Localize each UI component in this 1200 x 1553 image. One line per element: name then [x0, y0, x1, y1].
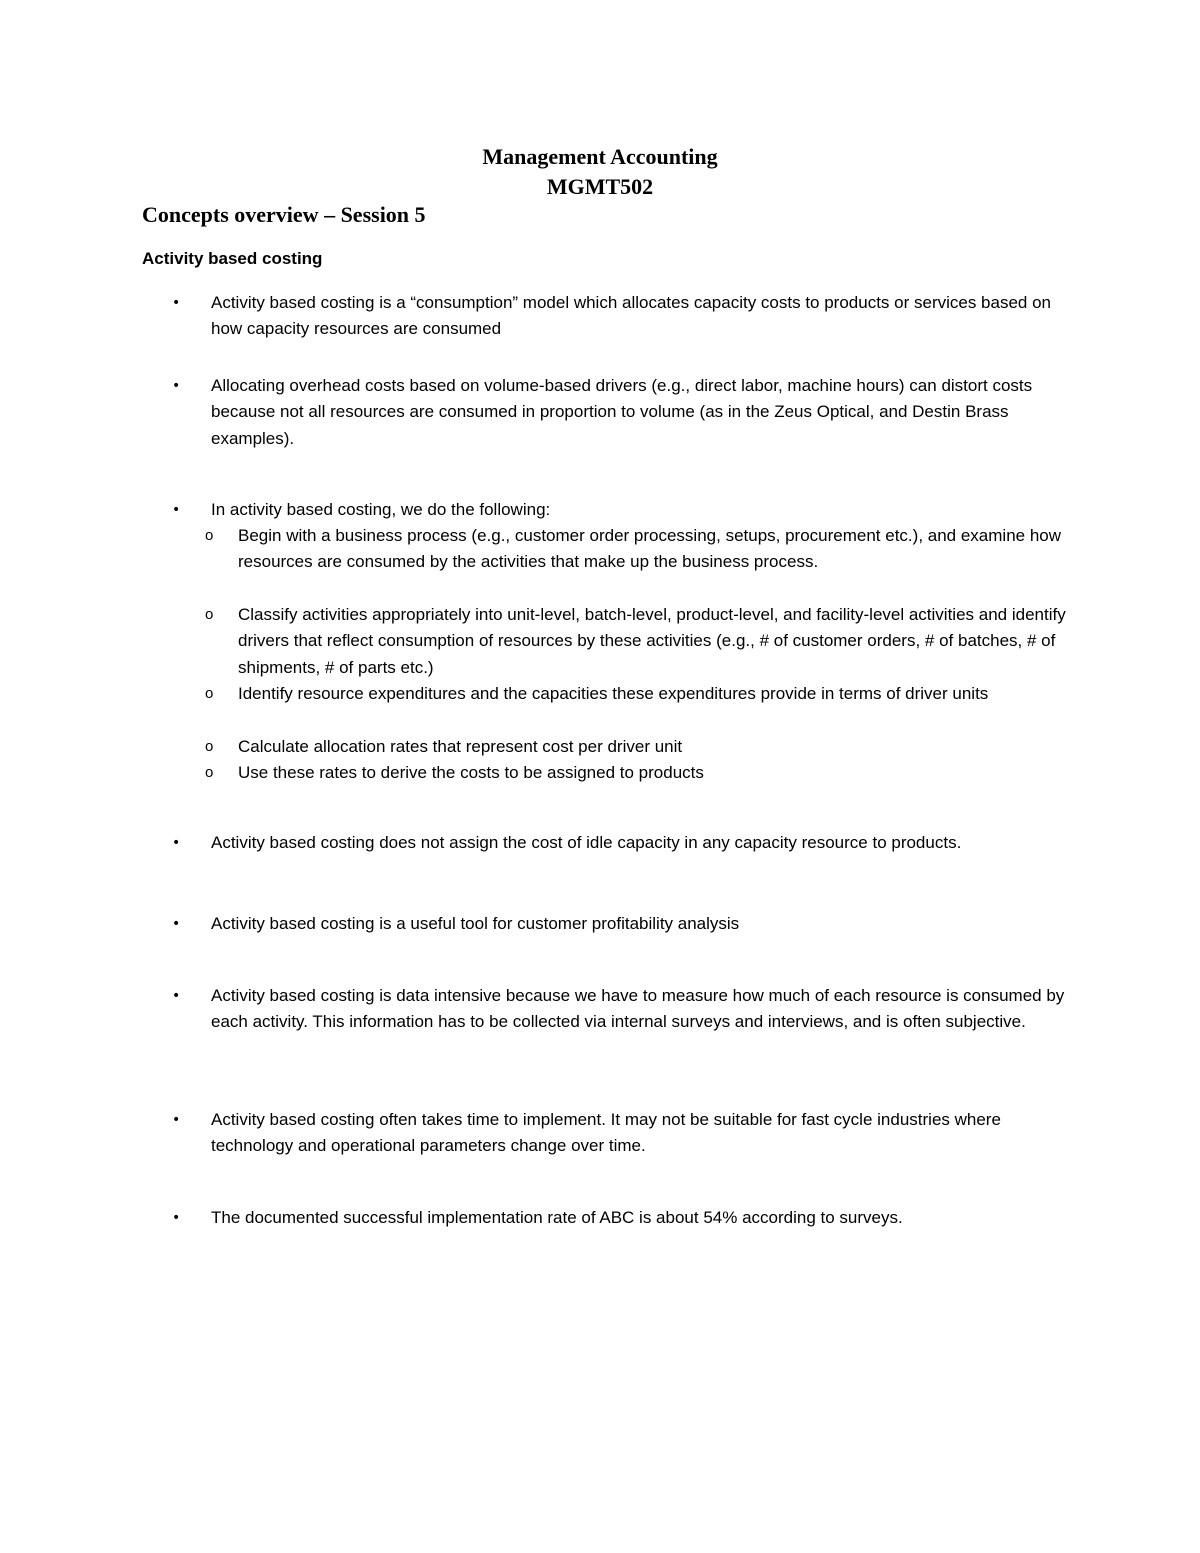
bullet-item — [172, 911, 1081, 937]
bullet-marker: • — [172, 502, 181, 518]
sub-bullet-marker: o — [205, 527, 214, 544]
bullet-item — [172, 290, 1081, 343]
section-heading: Activity based costing — [142, 249, 323, 268]
bullet-item — [172, 373, 1081, 452]
sub-bullet-text: Identify resource expenditures and the capacities these expenditures provide in terms of driver units — [238, 684, 989, 703]
course-title: Management Accounting — [482, 144, 718, 169]
sub-bullet-marker: o — [205, 764, 214, 781]
bullet-item — [172, 983, 1081, 1036]
bullet-text: In activity based costing, we do the following: — [211, 500, 551, 519]
bullet-marker: • — [172, 988, 181, 1004]
sub-bullet-text: Use these rates to derive the costs to be assigned to products — [238, 763, 704, 782]
bullet-item — [172, 830, 1081, 856]
bullet-text: The documented successful implementation rate of ABC is about 54% according to surveys. — [211, 1208, 903, 1227]
course-code: MGMT502 — [546, 174, 654, 199]
document-title-block — [0, 142, 1200, 202]
bullet-text: Activity based costing is a “consumption” model which allocates capacity costs to products or services based on how capacity resources are consumed — [211, 293, 1052, 339]
sub-bullet-text: Classify activities appropriately into unit-level, batch-level, product-level, and facility-level activities and identify drivers that reflect consumption of resources by these activities (e.g., # of customer orders, # of batches, # of shipments, # of parts etc.) — [238, 605, 1066, 677]
bullet-item — [172, 1107, 1081, 1160]
sub-bullet-marker: o — [205, 685, 214, 702]
bullet-text: Activity based costing often takes time to implement. It may not be suitable for fast cycle industries where technology and operational parameters change over time. — [211, 1110, 1001, 1156]
bullet-marker: • — [172, 295, 181, 311]
bullet-marker: • — [172, 1210, 181, 1226]
bullet-item — [172, 497, 1081, 523]
sub-bullet-item — [205, 523, 1083, 576]
sub-bullet-marker: o — [205, 738, 214, 755]
bullet-marker: • — [172, 1112, 181, 1128]
sub-bullet-text: Calculate allocation rates that represent cost per driver unit — [238, 737, 683, 756]
sub-bullet-item — [205, 734, 1083, 760]
bullet-text: Allocating overhead costs based on volume-based drivers (e.g., direct labor, machine hours) can distort costs because not all resources are consumed in proportion to volume (as in the Zeus Optical, and Destin Brass examples). — [211, 376, 1033, 448]
sub-bullet-item — [205, 602, 1083, 681]
sub-bullet-item — [205, 760, 1083, 786]
sub-bullet-item — [205, 681, 1083, 707]
bullet-text: Activity based costing is data intensive because we have to measure how much of each resource is consumed by each activity. This information has to be collected via internal surveys and interviews, and is often subjective. — [211, 986, 1065, 1032]
bullet-marker: • — [172, 378, 181, 394]
bullet-text: Activity based costing is a useful tool for customer profitability analysis — [211, 914, 740, 933]
session-heading: Concepts overview – Session 5 — [142, 202, 426, 227]
sub-bullet-marker: o — [205, 606, 214, 623]
bullet-marker: • — [172, 835, 181, 851]
bullet-text: Activity based costing does not assign the cost of idle capacity in any capacity resource to products. — [211, 833, 962, 852]
bullet-marker: • — [172, 916, 181, 932]
bullet-item — [172, 1205, 1081, 1231]
sub-bullet-text: Begin with a business process (e.g., customer order processing, setups, procurement etc.), and examine how resources are consumed by the activities that make up the business process. — [238, 526, 1062, 572]
